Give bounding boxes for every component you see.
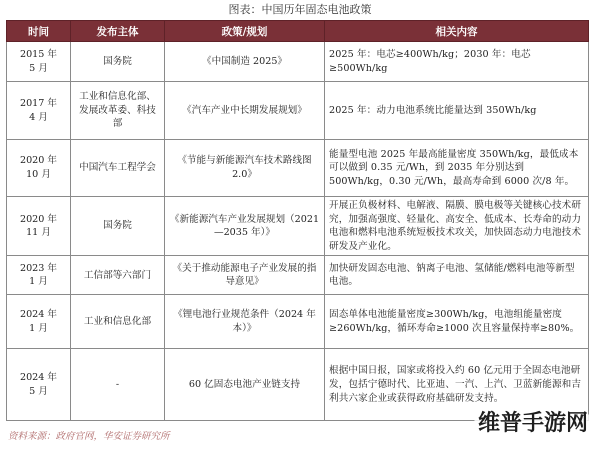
table-row [7,140,589,197]
cell-issuer: 工业和信息化部 [71,295,165,349]
table-row [7,42,589,82]
cell-content: 开展正负极材料、电解液、隔膜、膜电极等关键核心技术研究，加强高强度、轻量化、高安全、低成本、长寿命的动力电池和燃料电池系统短板技术攻关，加快固态动力电池技术研发及产业化。 [325,197,589,256]
site-watermark [474,407,592,441]
cell-issuer: 工信部等六部门 [71,256,165,295]
cell-content: 根据中国日报，国家或将投入约 60 亿元用于全固态电池研发，包括宁德时代、比亚迪、一汽、上汽、卫蓝新能源和吉利共六家企业或获得政府基础研发支持。 [325,349,589,421]
table-caption: 图表：中国历年固态电池政策 [228,3,372,16]
cell-time: 2020 年 11 月 [7,197,71,256]
cell-policy: 《节能与新能源汽车技术路线图 2.0》 [165,140,325,197]
cell-content: 2025 年：电芯≥400Wh/kg；2030 年：电芯≥500Wh/kg [325,42,589,82]
cell-policy: 《新能源汽车产业发展规划（2021—2035 年）》 [165,197,325,256]
header-issuer: 发布主体 [71,21,165,42]
cell-issuer: 国务院 [71,197,165,256]
cell-issuer: - [71,349,165,421]
cell-time: 2015 年 5 月 [7,42,71,82]
policy-table [6,20,589,421]
table-row [7,197,589,256]
cell-issuer: 国务院 [71,42,165,82]
cell-issuer: 工业和信息化部、发展改革委、科技部 [71,82,165,140]
table-row [7,295,589,349]
header-content: 相关内容 [325,21,589,42]
source-note: 资料来源：政府官网，华安证券研究所 [8,431,170,442]
cell-policy: 60 亿固态电池产业链支持 [165,349,325,421]
table-row [7,256,589,295]
watermark-text: 维普手游网 [477,411,588,436]
cell-policy: 《关于推动能源电子产业发展的指导意见》 [165,256,325,295]
cell-time: 2023 年 1 月 [7,256,71,295]
cell-time: 2020 年 10 月 [7,140,71,197]
cell-issuer: 中国汽车工程学会 [71,140,165,197]
cell-time: 2024 年 5 月 [7,349,71,421]
cell-policy: 《锂电池行业规范条件（2024 年本）》 [165,295,325,349]
table-row [7,82,589,140]
table-header-row [7,21,589,42]
cell-content: 能量型电池 2025 年最高能量密度 350Wh/kg，最低成本可以做到 0.35 元/Wh，到 2035 年分别达到 500Wh/kg，0.30 元/Wh，最高寿命到 6000 次/8 年。 [325,140,589,197]
cell-content: 固态单体电池能量密度≥300Wh/kg，电池组能量密度≥260Wh/kg，循环寿命≥1000 次且容量保持率≥80%。 [325,295,589,349]
header-policy: 政策/规划 [165,21,325,42]
cell-time: 2024 年 1 月 [7,295,71,349]
cell-policy: 《中国制造 2025》 [165,42,325,82]
cell-content: 加快研发固态电池、钠离子电池、氢储能/燃料电池等新型电池。 [325,256,589,295]
cell-time: 2017 年 4 月 [7,82,71,140]
cell-content: 2025 年：动力电池系统比能量达到 350Wh/kg [325,82,589,140]
header-time: 时间 [7,21,71,42]
cell-policy: 《汽车产业中长期发展规划》 [165,82,325,140]
